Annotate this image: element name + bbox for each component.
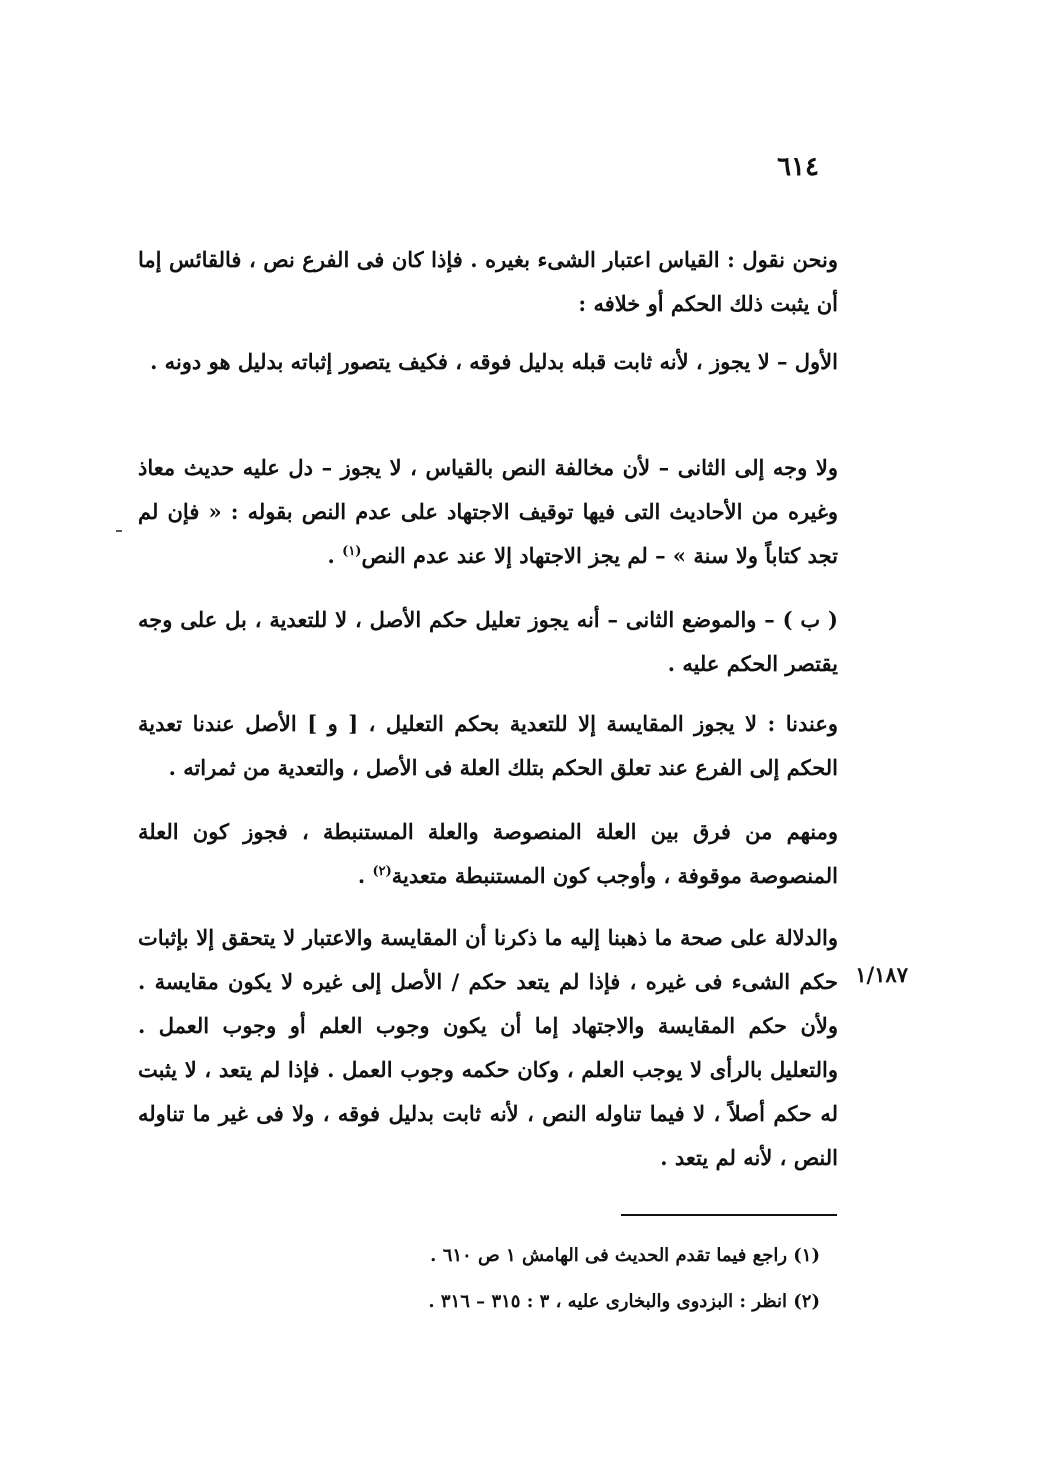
paragraph-6 <box>138 810 838 898</box>
main-text <box>138 238 838 340</box>
paragraph-6-text: ومنهم من فرق بين العلة المنصوصة والعلة المستنبطة ، فجوز كون العلة المنصوصة موقوفة ، وأوجب كون المستنبطة متعدية <box>138 819 838 888</box>
paragraph-4: ( ب ) – والموضع الثانى – أنه يجوز تعليل حكم الأصل ، لا للتعدية ، بل على وجه يقتصر الحكم عليه . <box>138 607 838 676</box>
stray-mark <box>116 530 122 532</box>
footnote-ref-1: (١) <box>342 544 362 559</box>
footnote-ref-2: (٢) <box>372 864 392 879</box>
main-text-6 <box>138 810 838 898</box>
footnotes <box>300 1233 820 1325</box>
paragraph-3-tail: . <box>327 543 343 568</box>
main-text-4 <box>138 598 838 686</box>
paragraph-2: الأول – لا يجوز ، لأنه ثابت قبله بدليل فوقه ، فكيف يتصور إثباته بدليل هو دونه . <box>150 349 838 374</box>
main-text-2 <box>138 340 838 384</box>
main-text-3 <box>138 446 838 578</box>
paragraph-5: وعندنا : لا يجوز المقايسة إلا للتعدية بحكم التعليل ، [ و ] الأصل عندنا تعدية الحكم إلى الفرع عند تعلق الحكم بتلك العلة فى الأصل ، والتعدية من ثمراته . <box>138 711 838 780</box>
paragraph-3-text: ولا وجه إلى الثانى – لأن مخالفة النص بالقياس ، لا يجوز – دل عليه حديث معاذ وغيره من الأحاديث التى فيها توقيف الاجتهاد على عدم النص بقوله : « فإن لم تجد كتاباً ولا سنة » – لم يجز الاجتهاد إلا عند عدم النص <box>138 455 838 568</box>
footnote-divider <box>621 1214 837 1216</box>
paragraph-1: ونحن نقول : القياس اعتبار الشىء بغيره . فإذا كان فى الفرع نص ، فالقائس إما أن يثبت ذلك الحكم أو خلافه : <box>138 247 838 316</box>
main-text-7 <box>138 916 838 1180</box>
footnote-1: (١) راجع فيما تقدم الحديث فى الهامش ١ ص ٦١٠ . <box>430 1245 820 1266</box>
main-text-5 <box>138 702 838 790</box>
paragraph-7: والدلالة على صحة ما ذهبنا إليه ما ذكرنا أن المقايسة والاعتبار لا يتحقق إلا بإثبات حكم الشىء فى غيره ، فإذا لم يتعد حكم / الأصل إلى غيره لا يكون مقايسة . ولأن حكم المقايسة والاجتهاد إما أن يكون وجوب العلم أو وجوب العمل . والتعليل بالرأى لا يوجب العلم ، وكان حكمه وجوب العمل . فإذا لم يتعد ، لا يثبت له حكم أصلاً ، لا فيما تناوله النص ، لأنه ثابت بدليل فوقه ، ولا فى غير ما تناوله النص ، لأنه لم يتعد . <box>138 925 838 1170</box>
footnote-2: (٢) انظر : البزدوى والبخارى عليه ، ٣ : ٣١٥ – ٣١٦ . <box>428 1291 820 1312</box>
paragraph-3 <box>138 446 838 578</box>
page-number: ٦١٤ <box>777 152 819 182</box>
paragraph-6-tail: . <box>357 863 373 888</box>
margin-page-reference: ١/١٨٧ <box>855 962 908 987</box>
